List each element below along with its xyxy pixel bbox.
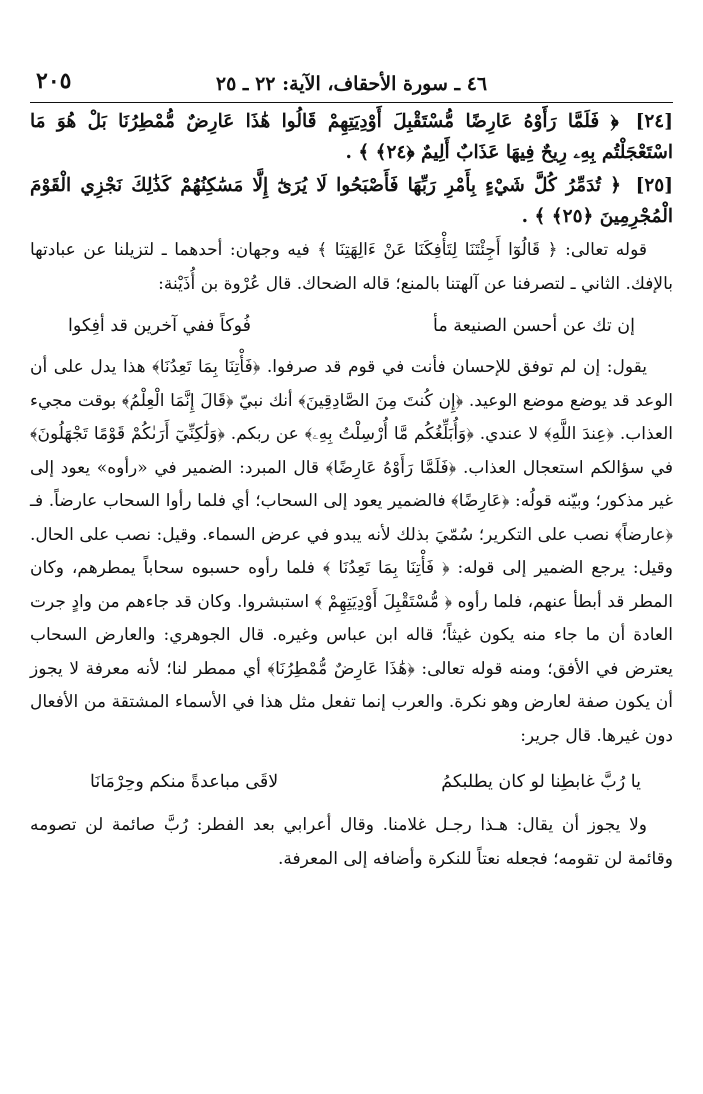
poem-second-hemistich: فُوكاً ففي آخرين قد أفِكوا	[68, 316, 251, 336]
running-head: ٤٦ ـ سورة الأحقاف، الآية: ٢٢ ـ ٢٥	[215, 73, 488, 95]
commentary-paragraph: يقول: إن لم توفق للإحسان فأنت في قوم قد صرفوا. ﴿فَأْتِنَا بِمَا تَعِدُنَا﴾ هذا يدل على أن الوعد قد يوضع موضع الوعيد. ﴿إِن كُنتَ مِنَ الصَّادِقِينَ﴾ أنك نبيّ ﴿قَالَ إِنَّمَا الْعِلْمُ﴾ بوقت مجيء العذاب. ﴿عِندَ اللَّهِ﴾ لا عندي. ﴿وَأُبَلِّغُكُم مَّا أُرْسِلْتُ بِهِۦ﴾ عن ربكم. ﴿وَلَٰكِنِّيٓ أَرَىٰكُمْ قَوْمًا تَجْهَلُونَ﴾ في سؤالكم استعجال العذاب. ﴿فَلَمَّا رَأَوْهُ عَارِضًا﴾ قال المبرد: الضمير في «رأوه» يعود إلى غير مذكور؛ وبيّنه قولُه: ﴿عَارِضًا﴾ فالضمير يعود إلى السحاب؛ أي فلما رأوا السحاب عارضاً. فـ ﴿عارضاً﴾ نصب على التكرير؛ سُمّيَ بذلك لأنه يبدو في عرض السماء. وقيل: نصب على الحال. وقيل: يرجع الضمير إلى قوله: ﴿ فَأْتِنَا بِمَا تَعِدُنَا ﴾ فلما رأوه حسبوه سحاباً يمطرهم، وكان المطر قد أبطأ عنهم، فلما رأوه ﴿ مُّسْتَقْبِلَ أَوْدِيَتِهِمْ ﴾ استبشروا. وكان قد جاءهم من وادٍ جرت العادة أن ما جاء منه يكون غيثاً؛ قاله ابن عباس وغيره. قال الجوهري: والعارض السحاب يعترض في الأفق؛ ومنه قوله تعالى: ﴿هَٰذَا عَارِضٌ مُّمْطِرُنَا﴾ أي ممطر لنا؛ لأنه معرفة لا يجوز أن يكون صفة لعارض وهو نكرة. والعرب إنما تفعل مثل هذا في الأسماء المشتقة من الأفعال دون غيرها. قال جرير:	[30, 357, 673, 746]
commentary-paragraph: قوله تعالى: ﴿ قَالُوٓا أَجِئْتَنَا لِتَأْفِكَنَا عَنْ ءَالِهَتِنَا ﴾ فيه وجهان: أحدهما ـ لتزيلنا عن عبادتها بالإفك. الثاني ـ لتصرفنا عن آلهتنا بالمنع؛ قاله الضحاك. قال عُرْوة بن أُذَيْنة:	[30, 240, 673, 294]
commentary-paragraph: ولا يجوز أن يقال: هـذا رجـل غلامنا. وقال أعرابي بعد الفطر: رُبَّ صائمة لن تصومه وقائمة لن تقومه؛ فجعله نعتاً للنكرة وأضافه إلى المعرفة.	[30, 815, 673, 869]
verse-number: [٢٥]	[635, 175, 673, 196]
poem-first-hemistich: يا رُبَّ غابطِنا لو كان يطلبكمُ	[441, 772, 641, 792]
poem-second-hemistich: لاقَى مباعدةً منكم وحِرْمَانَا	[90, 772, 279, 792]
verse-text: ﴿ فَلَمَّا رَأَوْهُ عَارِضًا مُّسْتَقْبِلَ أَوْدِيَتِهِمْ قَالُوا هَٰذَا عَارِضٌ مُّمْطِرُنَا بَلْ هُوَ مَا اسْتَعْجَلْتُم بِهِۦ رِيحٌ فِيهَا عَذَابٌ أَلِيمٌ ﴿٢٤﴾ ﴾ .	[30, 111, 673, 163]
page-body	[30, 106, 673, 876]
verse-block	[30, 106, 673, 168]
verse-block	[30, 170, 673, 232]
verse-text: ﴿ تُدَمِّرُ كُلَّ شَيْءٍ بِأَمْرِ رَبِّهَا فَأَصْبَحُوا لَا يُرَىٰٓ إِلَّا مَسَٰكِنُهُمْ كَذَٰلِكَ نَجْزِي الْقَوْمَ الْمُجْرِمِينَ ﴿٢٥﴾ ﴾ .	[30, 175, 673, 227]
page-number: ٢٠٥	[36, 68, 72, 94]
page-header	[30, 66, 673, 103]
poem-verse	[30, 301, 673, 351]
verse-number: [٢٤]	[635, 111, 673, 132]
poem-first-hemistich: إن تك عن أحسن الصنيعة مأ	[433, 316, 635, 336]
poem-verse	[30, 753, 673, 809]
